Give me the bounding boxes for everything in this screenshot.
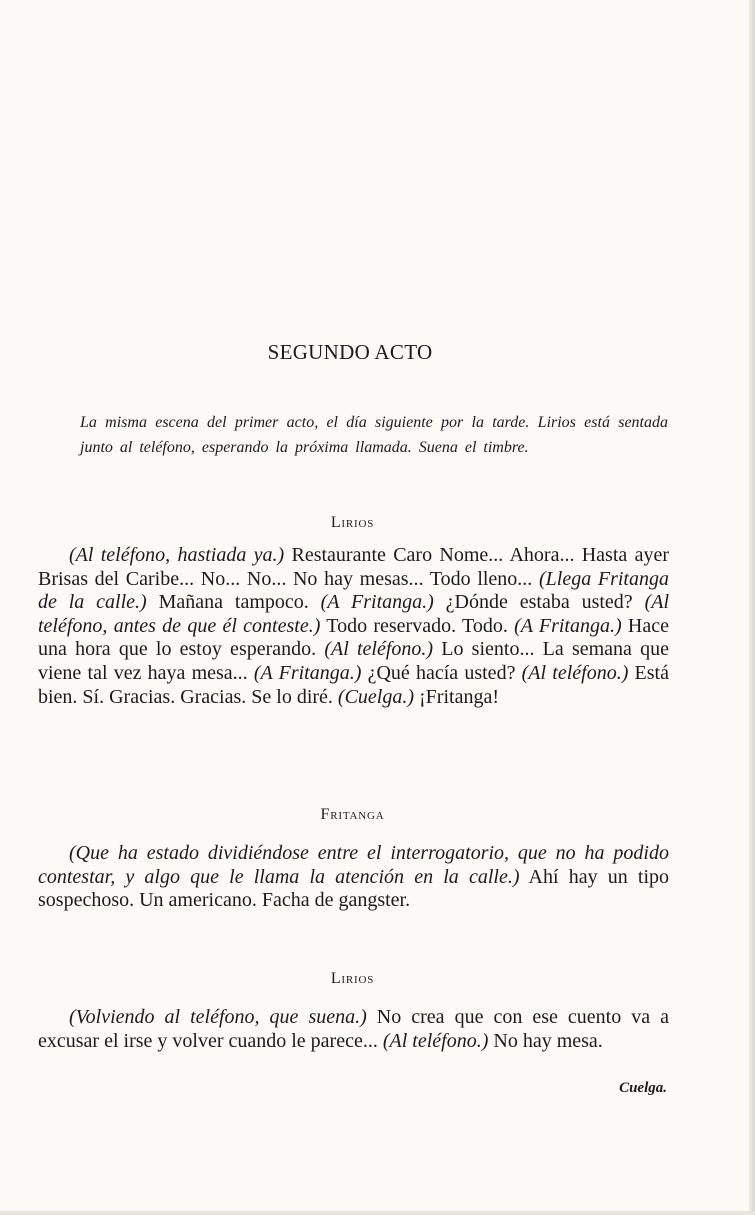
stage-direction: (Que ha estado dividiéndose entre el interrogatorio, que no ha podido contestar, y algo que le llama la atención en la calle.): [38, 842, 669, 888]
dialogue-text: Todo reservado. Todo.: [320, 614, 515, 637]
dialogue-text: Mañana tampoco.: [146, 591, 321, 614]
dialogue-text: Lo siento... La semana que viene tal vez haya mesa...: [38, 638, 669, 684]
opening-stage-direction: La misma escena del primer acto, el día siguiente por la tarde. Lirios está sentada junto al teléfono, esperando la próxima llamada. Suena el timbre.: [80, 414, 668, 456]
speech-lirios-2: [38, 1006, 669, 1053]
stage-direction: (A Fritanga.): [514, 614, 622, 637]
dialogue-text: ¿Dónde estaba usted?: [433, 591, 645, 614]
stage-direction: (A Fritanga.): [320, 591, 434, 614]
stage-direction: (Cuelga.): [337, 685, 415, 708]
stage-direction: (Volviendo al teléfono, que suena.): [69, 1006, 367, 1028]
dialogue-text: Ahí hay un tipo sospechoso. Un americano. Facha de gangster.: [38, 865, 670, 912]
stage-direction: (Llega Fritanga de la calle.): [38, 567, 669, 614]
speech-fritanga: [38, 842, 669, 913]
dialogue-text: Restaurante Caro Nome... Ahora... Hasta ayer Brisas del Caribe... No... No... No hay mesas... Todo lleno...: [38, 544, 669, 590]
stage-direction: (Al teléfono.): [521, 661, 629, 684]
page-edge: [749, 0, 755, 1215]
dialogue-text: Hace una hora que lo estoy esperando.: [38, 614, 669, 661]
speech-lirios-1: [38, 544, 669, 709]
dialogue-text: ¿Qué hacía usted?: [361, 661, 522, 684]
act-title: SEGUNDO ACTO: [267, 340, 433, 364]
page-bottom-edge: [0, 1211, 755, 1215]
speaker-name-fritanga: Fritanga: [320, 806, 385, 823]
speaker-name-lirios-1: Lirios: [330, 514, 375, 531]
dialogue-text: Está bien. Sí. Gracias. Gracias. Se lo diré.: [38, 661, 669, 708]
dialogue-text: No hay mesa.: [488, 1029, 603, 1052]
stage-direction: (A Fritanga.): [253, 661, 362, 684]
stage-direction: (Al teléfono, hastiada ya.): [69, 544, 285, 566]
exit-stage-direction: Cuelga.: [619, 1080, 667, 1096]
speaker-name-lirios-2: Lirios: [330, 970, 375, 987]
stage-direction: (Al teléfono.): [382, 1029, 489, 1052]
dialogue-text: ¡Fritanga!: [414, 685, 499, 708]
stage-direction: (Al teléfono, antes de que él conteste.): [38, 591, 669, 637]
stage-direction: (Al teléfono.): [324, 638, 434, 661]
dialogue-text: No crea que con ese cuento va a excusar el irse y volver cuando le parece...: [38, 1006, 669, 1052]
